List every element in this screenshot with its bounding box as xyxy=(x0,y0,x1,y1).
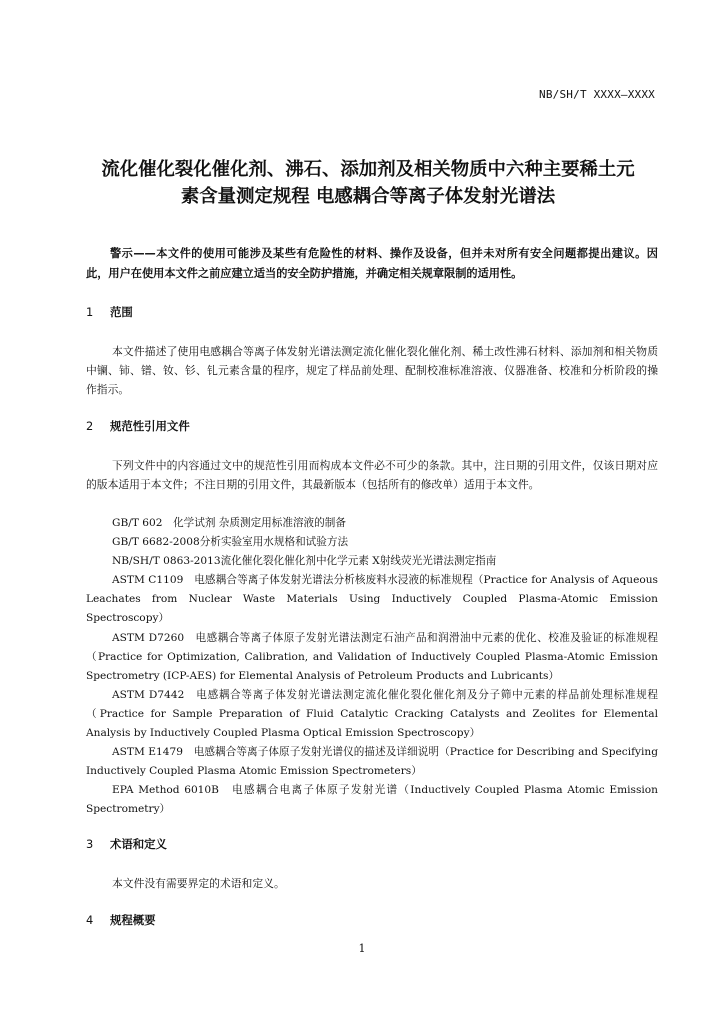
document-title xyxy=(72,156,664,210)
page-number: 1 xyxy=(358,942,366,955)
standard-number: NB/SH/T XXXX—XXXX xyxy=(539,88,655,101)
reference-item: ASTM D7442 电感耦合等离子体发射光谱法测定流化催化裂化催化剂及分子筛中元素的样品前处理标准规程（Practice for Sample Preparation of Fluid Catalytic Cracking Catalysts and Zeolites for Elemental Analysis by Inductively Coupled Plasma Optical Emission Spectroscopy） xyxy=(86,688,658,740)
scope-paragraph: 本文件描述了使用电感耦合等离子体发射光谱法测定流化催化裂化催化剂、稀土改性沸石材料、添加剂和相关物质中镧、铈、镨、钕、钐、钆元素含量的程序，规定了样品前处理、配制校准标准溶液、仪器准备、校准和分析阶段的操作指示。 xyxy=(86,345,658,396)
section-title: 规程概要 xyxy=(109,913,156,927)
reference-item: ASTM C1109 电感耦合等离子体发射光谱法分析核废料水浸液的标准规程（Practice for Analysis of Aqueous Leachates from Nuclear Waste Materials Using Inductively Coupled Plasma-Atomic Emission Spectroscopy） xyxy=(86,574,658,625)
section-number: 3 xyxy=(86,837,94,851)
reference-list xyxy=(86,514,658,820)
title-line-1: 流化催化裂化催化剂、沸石、添加剂及相关物质中六种主要稀土元 xyxy=(101,159,635,180)
section-heading-procedure-summary xyxy=(86,912,156,928)
reference-item: GB/T 6682-2008分析实验室用水规格和试验方法 xyxy=(112,536,349,549)
section-heading-normative-references xyxy=(86,418,190,434)
section-title: 范围 xyxy=(109,305,133,319)
section-number: 2 xyxy=(86,419,94,433)
section-heading-scope xyxy=(86,304,133,320)
terms-paragraph: 本文件没有需要界定的术语和定义。 xyxy=(112,877,285,890)
reference-item: ASTM E1479 电感耦合等离子体原子发射光谱仪的描述及详细说明（Practice for Describing and Specifying Inductively Coupled Plasma Atomic Emission Spectrometers） xyxy=(86,746,658,778)
reference-item: NB/SH/T 0863-2013流化催化裂化催化剂中化学元素 X射线荧光光谱法测定指南 xyxy=(112,555,497,568)
normative-references-intro: 下列文件中的内容通过文中的规范性引用而构成本文件必不可少的条款。其中，注日期的引用文件，仅该日期对应的版本适用于本文件；不注日期的引用文件，其最新版本（包括所有的修改单）适用于本文件。 xyxy=(86,459,658,491)
reference-item: EPA Method 6010B 电感耦合电离子体原子发射光谱（Inductively Coupled Plasma Atomic Emission Spectrometry） xyxy=(86,784,658,816)
title-line-2: 素含量测定规程 电感耦合等离子体发射光谱法 xyxy=(180,186,556,207)
safety-warning: 警示——本文件的使用可能涉及某些有危险性的材料、操作及设备，但并未对所有安全问题都提出建议。因此，用户在使用本文件之前应建立适当的安全防护措施，并确定相关规章限制的适用性。 xyxy=(86,247,658,280)
reference-item: ASTM D7260 电感耦合等离子体原子发射光谱法测定石油产品和润滑油中元素的优化、校准及验证的标准规程（Practice for Optimization, Calibration, and Validation of Inductively Coupled Plasma-Atomic Emission Spectrometry (ICP-AES) for Elemental Analysis of Petroleum Products and Lubricants） xyxy=(86,631,658,682)
section-heading-terms xyxy=(86,836,167,852)
section-title: 术语和定义 xyxy=(109,837,167,851)
section-number: 1 xyxy=(86,305,94,319)
section-number: 4 xyxy=(86,913,94,927)
section-title: 规范性引用文件 xyxy=(109,419,190,433)
reference-item: GB/T 602 化学试剂 杂质测定用标准溶液的制备 xyxy=(112,517,346,529)
